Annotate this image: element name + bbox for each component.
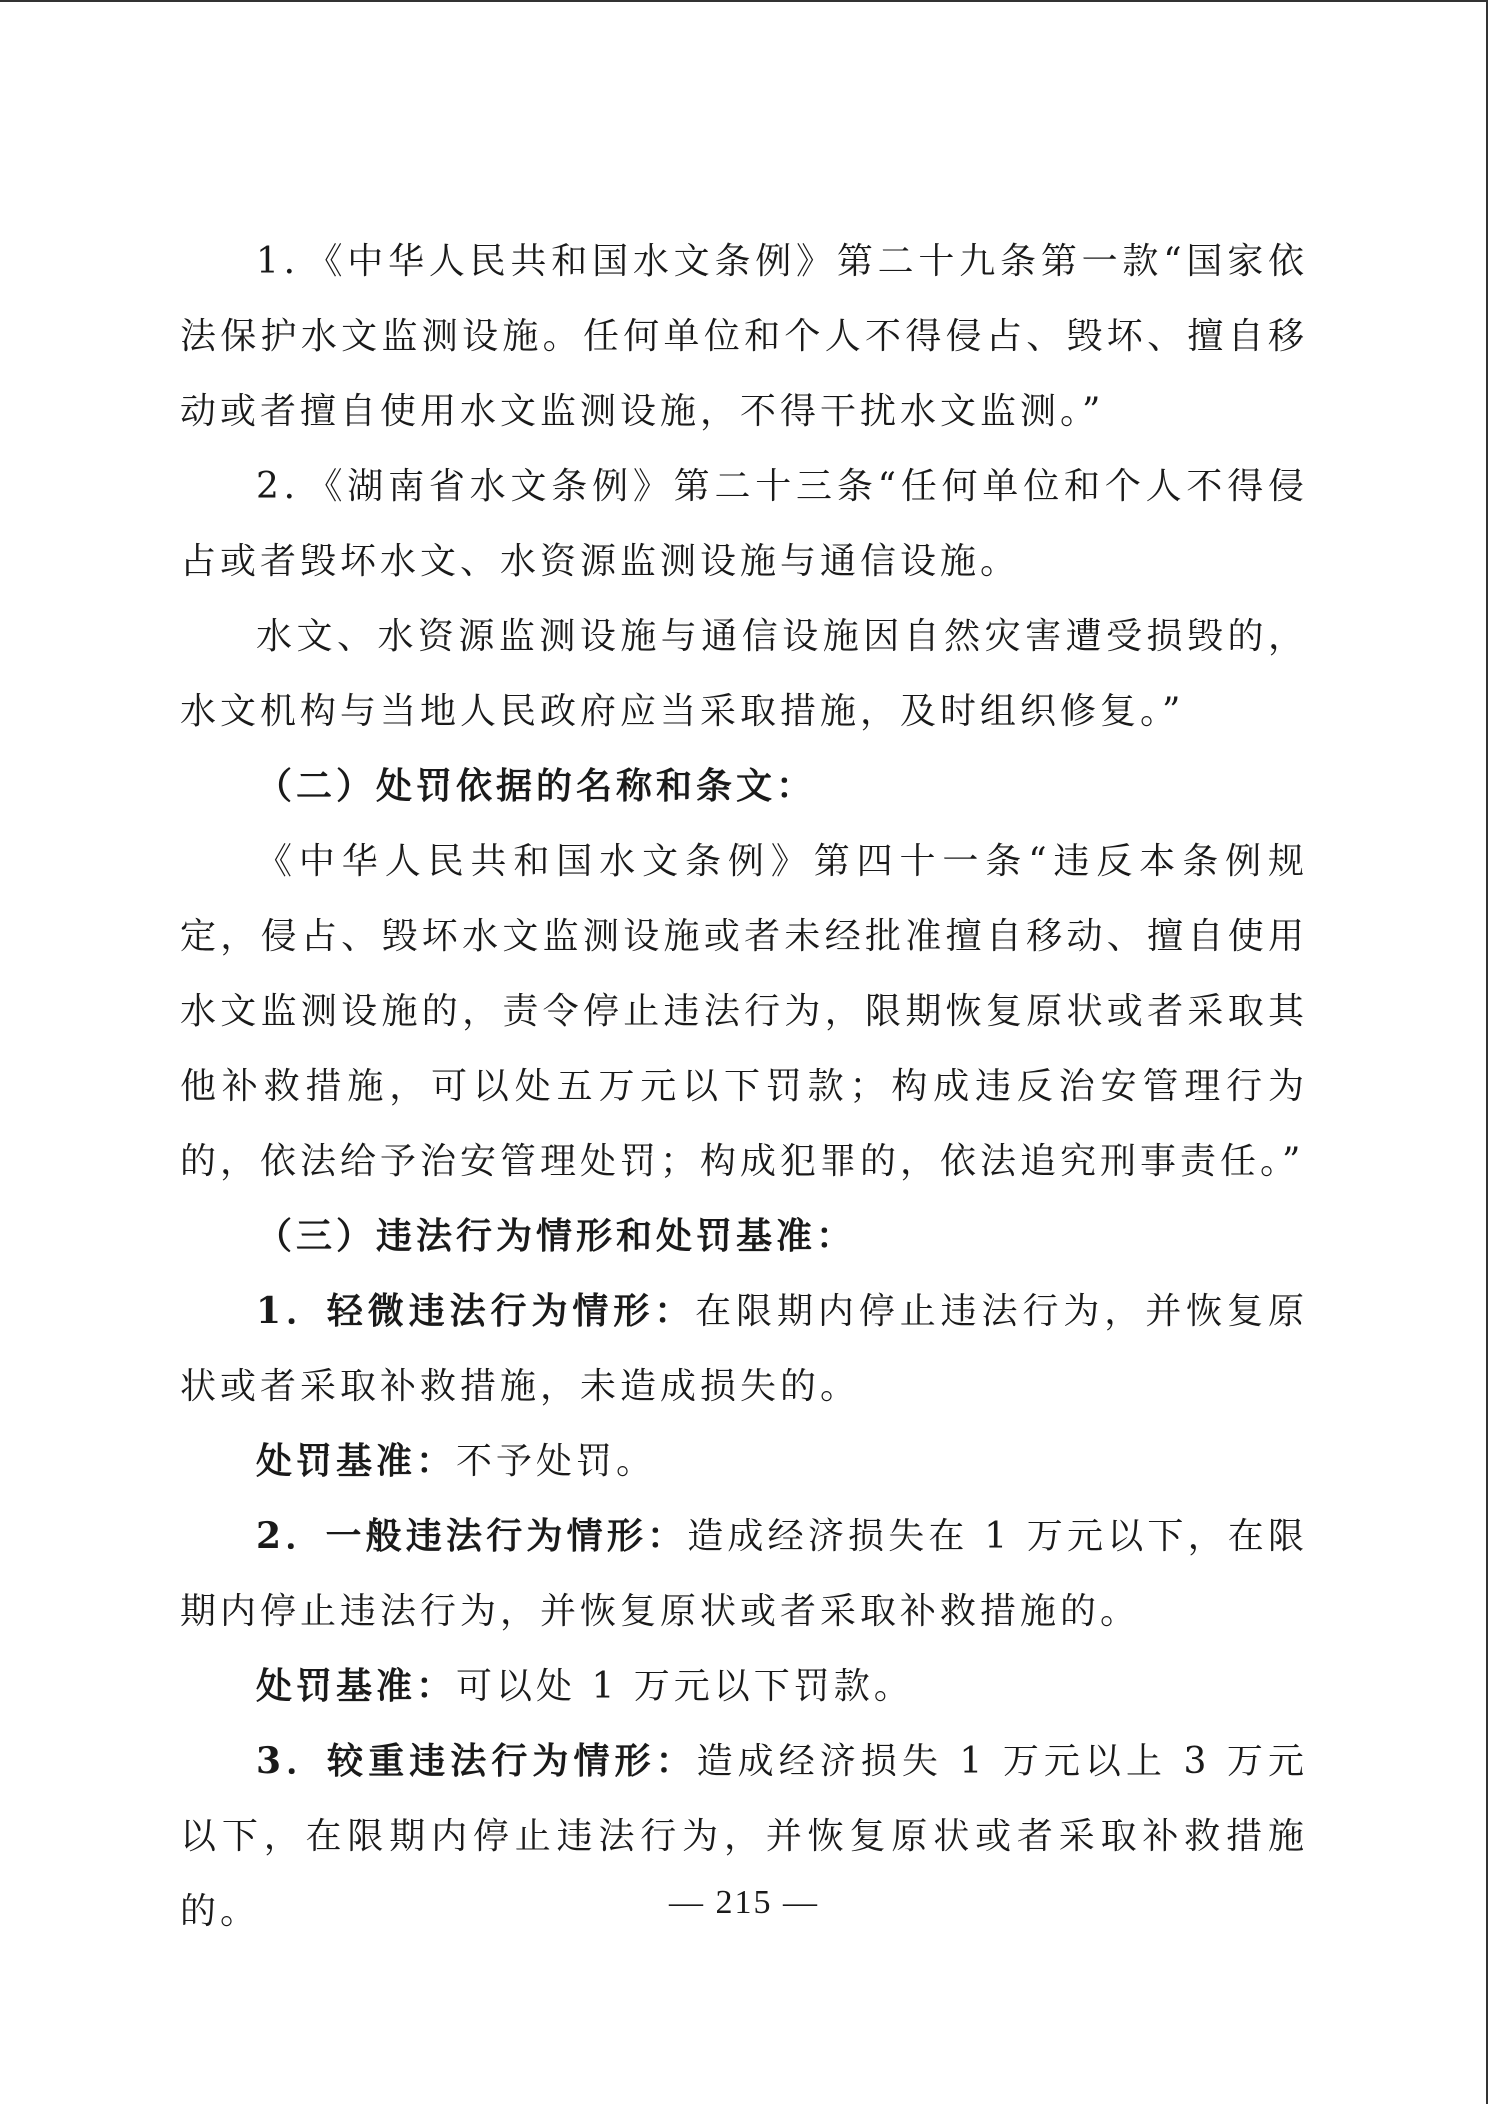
section-heading-penalty-basis: （二）处罚依据的名称和条文： (256, 765, 817, 807)
penalty-standard-general-text: 可以处 1 万元以下罚款。 (456, 1666, 914, 1707)
document-body (180, 224, 1308, 1949)
paragraph-article-41: 《中华人民共和国水文条例》第四十一条“违反本条例规定，侵占、毁坏水文监测设施或者未经批准擅自移动、擅自使用水文监测设施的，责令停止违法行为，限期恢复原状或者采取其他补救措施，可以处五万元以下罚款；构成违反治安管理行为的，依法给予治安管理处罚；构成犯罪的，依法追究刑事责任。” (180, 841, 1308, 1182)
penalty-standard-minor-label: 处罚基准： (256, 1440, 457, 1482)
section-heading-violation-standards: （三）违法行为情形和处罚基准： (256, 1215, 857, 1257)
item-minor-violation-label: 1．轻微违法行为情形： (256, 1290, 696, 1332)
penalty-standard-general (180, 1649, 1308, 1724)
paragraph-disaster-repair: 水文、水资源监测设施与通信设施因自然灾害遭受损毁的，水文机构与当地人民政府应当采取措施，及时组织修复。” (180, 616, 1308, 732)
item-minor-violation (180, 1274, 1308, 1424)
item-general-violation (180, 1499, 1308, 1649)
penalty-standard-general-label: 处罚基准： (256, 1665, 457, 1707)
item-general-violation-label: 2．一般违法行为情形： (256, 1515, 688, 1557)
paragraph-hunan-regulation-article-23: 2．《湖南省水文条例》第二十三条“任何单位和个人不得侵占或者毁坏水文、水资源监测设施与通信设施。 (180, 466, 1308, 582)
item-general-violation-text: 造成经济损失在 1 万元以下，在限期内停止违法行为，并恢复原状或者采取补救措施的。 (180, 1516, 1308, 1632)
paragraph-hydrology-regulation-article-29: 1．《中华人民共和国水文条例》第二十九条第一款“国家依法保护水文监测设施。任何单位和个人不得侵占、毁坏、擅自移动或者擅自使用水文监测设施，不得干扰水文监测。” (180, 241, 1308, 432)
page-number: — 215 — (669, 1884, 819, 1921)
penalty-standard-minor (180, 1424, 1308, 1499)
item-serious-violation-label: 3．较重违法行为情形： (256, 1740, 697, 1782)
item-serious-violation-text: 造成经济损失 1 万元以上 3 万元以下，在限期内停止违法行为，并恢复原状或者采取补救措施的。 (180, 1741, 1308, 1932)
penalty-standard-minor-text: 不予处罚。 (456, 1441, 657, 1482)
item-minor-violation-text: 在限期内停止违法行为，并恢复原状或者采取补救措施，未造成损失的。 (180, 1291, 1308, 1407)
